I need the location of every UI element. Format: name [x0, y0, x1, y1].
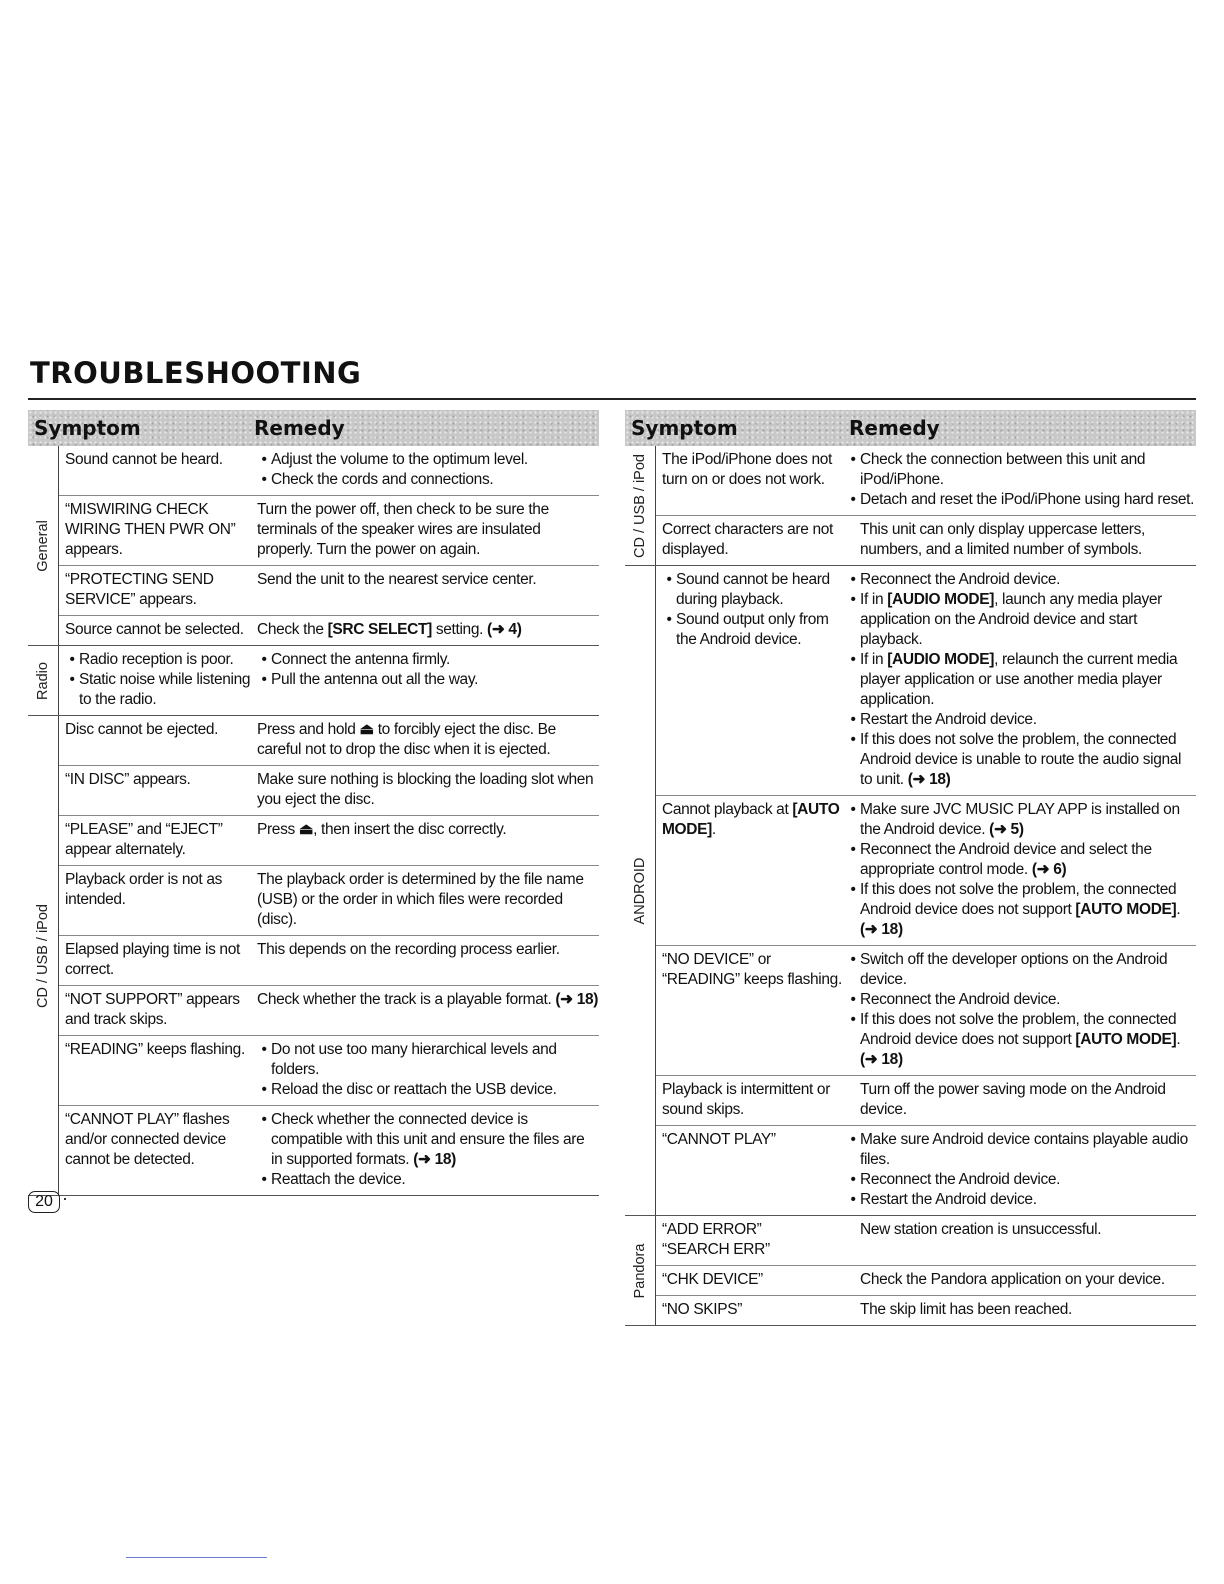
symptom-cell: The iPod/iPhone does not turn on or does not work. [662, 451, 832, 488]
setting-name: [SRC SELECT] [327, 621, 432, 638]
page-reference: (➜ 4) [487, 621, 522, 638]
symptom-cell: Playback is intermittent or sound skips. [662, 1081, 831, 1118]
symptom-cell: Sound cannot be heard. [65, 451, 223, 468]
remedy-item: • Restart the Android device. [846, 1190, 1196, 1210]
left-table [28, 410, 599, 1196]
section-tab-pandora: Pandora [632, 1243, 648, 1298]
table-row [59, 1106, 599, 1195]
symptom-cell: Elapsed playing time is not correct. [65, 941, 240, 978]
symptom-cell: “PLEASE” and “EJECT” appear alternately. [65, 821, 223, 858]
table-row [59, 816, 599, 866]
table-row [59, 566, 599, 616]
remedy-item: • Reconnect the Android device and select the appropriate control mode. (➜ 6) [846, 840, 1196, 880]
eject-icon: ⏏ [359, 721, 374, 738]
symptom-cell: Source cannot be selected. [65, 621, 244, 638]
remedy-cell: The skip limit has been reached. [860, 1301, 1072, 1318]
remedy-item: • If in [AUDIO MODE], launch any media player application on the Android device and start playback. [846, 590, 1196, 650]
table-row [59, 616, 599, 645]
symptom-cell: Playback order is not as intended. [65, 871, 223, 908]
remedy-item: • If in [AUDIO MODE], relaunch the current media player application or use another media player application. [846, 650, 1196, 710]
symptom-cell: “NO DEVICE” or “READING” keeps flashing. [662, 951, 842, 988]
page-reference: (➜ 18) [413, 1151, 456, 1168]
eject-icon: ⏏ [298, 821, 314, 838]
group-general [28, 446, 599, 646]
remedy-cell: Turn off the power saving mode on the Android device. [860, 1081, 1166, 1118]
table-row [59, 446, 599, 496]
remedy-item: • Reconnect the Android device. [846, 1170, 1196, 1190]
table-row [59, 986, 599, 1036]
symptom-cell: “NOT SUPPORT” appears and track skips. [65, 991, 240, 1028]
table-row [656, 1296, 1196, 1325]
remedy-item: • Make sure JVC MUSIC PLAY APP is installed on the Android device. (➜ 5) [846, 800, 1196, 840]
remedy-cell [255, 450, 599, 490]
remedy-cell [844, 1130, 1196, 1210]
symptom-cell [59, 650, 255, 710]
table-row [59, 766, 599, 816]
remedy-cell [255, 1040, 599, 1100]
symptom-cell: Disc cannot be ejected. [65, 721, 219, 738]
remedy-item: • Reattach the device. [257, 1170, 599, 1190]
symptom-header: Symptom [34, 416, 141, 440]
symptom-cell: “MISWIRING CHECK WIRING THEN PWR ON” appears. [65, 501, 236, 558]
remedy-cell: Make sure nothing is blocking the loading slot when you eject the disc. [257, 771, 594, 808]
remedy-item: • Detach and reset the iPod/iPhone using hard reset. [846, 490, 1196, 510]
group-cd-usb-ipod [625, 446, 1196, 566]
remedy-cell: This depends on the recording process earlier. [257, 941, 560, 958]
remedy-item: • Switch off the developer options on the Android device. [846, 950, 1196, 990]
symptom-item: • Sound output only from the Android device. [662, 610, 844, 650]
section-tab-cd-usb-ipod: CD / USB / iPod [35, 903, 51, 1008]
table-row [59, 1036, 599, 1106]
remedy-item: • Check whether the connected device is compatible with this unit and ensure the files are in supported formats. (➜ 18) [257, 1110, 599, 1170]
remedy-cell: New station creation is unsuccessful. [860, 1221, 1102, 1238]
symptom-item: • Radio reception is poor. [65, 650, 255, 670]
remedy-item: • Reconnect the Android device. [846, 990, 1196, 1010]
remedy-cell: Press ⏏, then insert the disc correctly. [257, 821, 507, 838]
symptom-cell: “ADD ERROR” “SEARCH ERR” [662, 1221, 770, 1258]
table-row [656, 946, 1196, 1076]
page-reference: (➜ 18) [860, 921, 903, 938]
page-title: TROUBLESHOOTING [30, 356, 362, 390]
remedy-item: • Make sure Android device contains playable audio files. [846, 1130, 1196, 1170]
symptom-cell: “CHK DEVICE” [662, 1271, 763, 1288]
remedy-cell [844, 800, 1196, 940]
symptom-cell: Correct characters are not displayed. [662, 521, 833, 558]
remedy-item: • Do not use too many hierarchical levels and folders. [257, 1040, 599, 1080]
remedy-cell [255, 1110, 599, 1190]
symptom-item: • Static noise while listening to the radio. [65, 670, 255, 710]
table-row [59, 716, 599, 766]
remedy-item: • Pull the antenna out all the way. [257, 670, 599, 690]
remedy-cell [255, 650, 599, 710]
remedy-cell: Check the [SRC SELECT] setting. (➜ 4) [257, 621, 522, 638]
table-header [28, 410, 599, 446]
remedy-cell: Press and hold ⏏ to forcibly eject the disc. Be careful not to drop the disc when it is ejected. [257, 721, 556, 758]
remedy-item: • Check the connection between this unit and iPod/iPhone. [846, 450, 1196, 490]
remedy-item: • Restart the Android device. [846, 710, 1196, 730]
symptom-cell: Cannot playback at [AUTO MODE]. [662, 801, 840, 838]
symptom-cell: “PROTECTING SEND SERVICE” appears. [65, 571, 214, 608]
remedy-header: Remedy [849, 416, 940, 440]
page-reference: (➜ 18) [907, 771, 951, 788]
section-tab-radio: Radio [35, 661, 51, 700]
remedy-cell [844, 570, 1196, 790]
table-row [59, 496, 599, 566]
symptom-cell: “NO SKIPS” [662, 1301, 743, 1318]
page-reference: (➜ 18) [860, 1051, 903, 1068]
remedy-item: • Adjust the volume to the optimum level. [257, 450, 599, 470]
table-row [656, 1126, 1196, 1215]
table-row [656, 446, 1196, 516]
right-table [625, 410, 1196, 1326]
table-row [656, 566, 1196, 796]
table-row [656, 1216, 1196, 1266]
remedy-cell: This unit can only display uppercase letters, numbers, and a limited number of symbols. [860, 521, 1145, 558]
group-pandora [625, 1216, 1196, 1326]
remedy-item: • Check the cords and connections. [257, 470, 599, 490]
remedy-item: • Reload the disc or reattach the USB device. [257, 1080, 599, 1100]
remedy-cell [844, 450, 1196, 510]
table-row [656, 516, 1196, 565]
remedy-item: • Connect the antenna firmly. [257, 650, 599, 670]
remedy-cell: Turn the power off, then check to be sure the terminals of the speaker wires are insulated properly. Turn the power on again. [257, 501, 549, 558]
remedy-cell: Check whether the track is a playable format. (➜ 18) [257, 991, 599, 1008]
page-number: 20 [28, 1191, 60, 1213]
bottom-rule [126, 1557, 267, 1558]
table-row [656, 796, 1196, 946]
section-tab-general: General [35, 519, 51, 572]
page-reference: (➜ 18) [555, 991, 599, 1008]
table-row [656, 1076, 1196, 1126]
table-row [59, 936, 599, 986]
page-number-dot [64, 1198, 66, 1200]
remedy-item: • If this does not solve the problem, the connected Android device does not support [AUTO MODE]. (➜ 18) [846, 880, 1196, 940]
symptom-cell: “CANNOT PLAY” flashes and/or connected device cannot be detected. [65, 1111, 230, 1168]
remedy-cell [844, 950, 1196, 1070]
remedy-item: • If this does not solve the problem, the connected Android device is unable to route the audio signal to unit. (➜ 18) [846, 730, 1196, 790]
section-tab-android: ANDROID [632, 857, 648, 924]
remedy-cell: Check the Pandora application on your device. [860, 1271, 1165, 1288]
remedy-header: Remedy [254, 416, 345, 440]
symptom-cell: “READING” keeps flashing. [65, 1041, 245, 1058]
table-row [59, 866, 599, 936]
symptom-cell [656, 570, 844, 790]
remedy-item: • Reconnect the Android device. [846, 570, 1196, 590]
page-reference: (➜ 6) [1031, 861, 1067, 878]
table-row [656, 1266, 1196, 1296]
group-cd-usb-ipod [28, 716, 599, 1196]
symptom-header: Symptom [631, 416, 738, 440]
title-rule [28, 398, 1196, 400]
page-reference: (➜ 5) [989, 821, 1024, 838]
remedy-cell: The playback order is determined by the file name (USB) or the order in which files were recorded (disc). [257, 871, 584, 928]
group-android [625, 566, 1196, 1216]
symptom-item: • Sound cannot be heard during playback. [662, 570, 844, 610]
remedy-cell: Send the unit to the nearest service center. [257, 571, 537, 588]
section-tab-cd-usb-ipod: CD / USB / iPod [632, 453, 648, 558]
remedy-item: • If this does not solve the problem, the connected Android device does not support [AUTO MODE]. (➜ 18) [846, 1010, 1196, 1070]
symptom-cell: “CANNOT PLAY” [662, 1131, 776, 1148]
table-header [625, 410, 1196, 446]
table-row [59, 646, 599, 715]
symptom-cell: “IN DISC” appears. [65, 771, 191, 788]
group-radio [28, 646, 599, 716]
